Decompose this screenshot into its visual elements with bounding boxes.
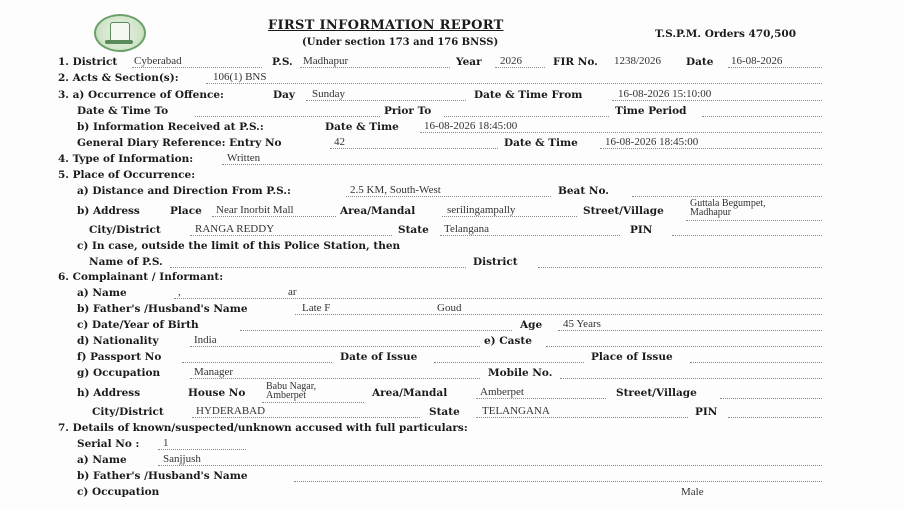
distance-label: a) Distance and Direction From P.S.: [77, 185, 291, 197]
place-occurrence-label: 5. Place of Occurrence: [58, 169, 196, 181]
outside-limit-label: c) In case, outside the limit of this Police Station, then [77, 240, 401, 252]
year-value: 2026 [500, 55, 522, 67]
street-village-value-2: Madhapur [690, 207, 732, 218]
comp-state-label: State [429, 406, 460, 418]
serial-label: Serial No : [77, 438, 140, 450]
occurrence-label: 3. a) Occurrence of Offence: [58, 89, 224, 101]
fir-label: FIR No. [553, 56, 598, 68]
info-received-dt-value: 16-08-2026 18:45:00 [424, 120, 518, 132]
state-value: Telangana [444, 223, 490, 235]
year-label: Year [456, 56, 482, 68]
house-no-value-2: Amberpet [266, 390, 306, 401]
report-subtitle: (Under section 173 and 176 BNSS) [302, 37, 499, 48]
comp-father-label: b) Father's /Husband's Name [77, 303, 248, 315]
city-district-label: City/District [89, 224, 161, 236]
beat-label: Beat No. [558, 185, 609, 197]
fir-value: 1238/2026 [614, 55, 662, 67]
accused-name-value: Sanjjush [163, 453, 201, 465]
comp-city-district-label: City/District [92, 406, 164, 418]
accused-name-label: a) Name [77, 454, 127, 466]
district-2-label: District [473, 256, 518, 268]
comp-street-village-label: Street/Village [616, 387, 697, 399]
area-mandal-value: serilingampally [447, 204, 516, 216]
comp-name-value-1: , [178, 286, 181, 298]
state-label: State [398, 224, 429, 236]
state-emblem-icon [94, 14, 146, 52]
comp-pin-label: PIN [695, 406, 718, 418]
day-label: Day [273, 89, 296, 101]
serial-value: 1 [163, 437, 169, 449]
comp-area-mandal-value: Amberpet [480, 386, 524, 398]
dob-label: c) Date/Year of Birth [77, 319, 199, 331]
type-info-value: Written [227, 152, 261, 164]
accused-sex-value: Male [681, 486, 704, 498]
caste-label: e) Caste [484, 335, 532, 347]
gd-dt-label: Date & Time [504, 137, 578, 149]
gd-ref-label: General Diary Reference: Entry No [77, 137, 282, 149]
comp-father-value-1: Late F [302, 302, 331, 314]
date-time-from-value: 16-08-2026 15:10:00 [618, 88, 712, 100]
report-title: FIRST INFORMATION REPORT [268, 18, 504, 33]
city-district-value: RANGA REDDY [195, 223, 275, 235]
comp-area-mandal-label: Area/Mandal [372, 387, 448, 399]
house-no-label: House No [188, 387, 246, 399]
age-label: Age [520, 319, 543, 331]
distance-value: 2.5 KM, South-West [350, 184, 441, 196]
passport-label: f) Passport No [77, 351, 162, 363]
date-label: Date [686, 56, 714, 68]
comp-name-label: a) Name [77, 287, 127, 299]
age-value: 45 Years [563, 318, 601, 330]
gd-dt-value: 16-08-2026 18:45:00 [605, 136, 699, 148]
house-no-value-1: Babu Nagar, [266, 381, 317, 392]
district-label: 1. District [58, 56, 118, 68]
district-value: Cyberabad [134, 55, 182, 67]
name-ps-label: Name of P.S. [89, 256, 163, 268]
type-info-label: 4. Type of Information: [58, 153, 194, 165]
comp-state-value: TELANGANA [482, 405, 550, 417]
date-time-from-label: Date & Time From [474, 89, 583, 101]
occupation-value: Manager [194, 366, 234, 378]
orders-ref: T.S.P.M. Orders 470,500 [655, 28, 797, 40]
street-village-value-1: Guttala Begumpet, [690, 198, 766, 209]
date-time-to-label: Date & Time To [77, 105, 169, 117]
nationality-value: India [194, 334, 217, 346]
nationality-label: d) Nationality [77, 335, 159, 347]
info-received-dt-label: Date & Time [325, 121, 399, 133]
date-value: 16-08-2026 [731, 55, 783, 67]
ps-value: Madhapur [303, 55, 349, 67]
place-label: Place [170, 205, 202, 217]
day-value: Sunday [312, 88, 345, 100]
info-received-label: b) Information Received at P.S.: [77, 121, 264, 133]
accused-details-label: 7. Details of known/suspected/unknown accused with full particulars: [58, 422, 468, 434]
address-label: b) Address [77, 205, 140, 217]
comp-father-value-2: Goud [437, 302, 462, 314]
ps-label: P.S. [272, 56, 293, 68]
area-mandal-label: Area/Mandal [340, 205, 416, 217]
acts-label: 2. Acts & Section(s): [58, 72, 179, 84]
time-period-label: Time Period [615, 105, 687, 117]
complainant-label: 6. Complainant / Informant: [58, 271, 224, 283]
place-value: Near Inorbit Mall [216, 204, 294, 216]
accused-father-label: b) Father's /Husband's Name [77, 470, 248, 482]
prior-to-label: Prior To [384, 105, 432, 117]
date-of-issue-label: Date of Issue [340, 351, 418, 363]
occupation-label: g) Occupation [77, 367, 161, 379]
place-of-issue-label: Place of Issue [591, 351, 673, 363]
gd-entry-value: 42 [334, 136, 345, 148]
comp-address-label: h) Address [77, 387, 141, 399]
accused-occupation-label: c) Occupation [77, 486, 160, 498]
acts-value: 106(1) BNS [213, 71, 267, 83]
pin-label: PIN [630, 224, 653, 236]
mobile-label: Mobile No. [488, 367, 553, 379]
comp-name-value-2: ar [288, 286, 297, 298]
comp-city-district-value: HYDERABAD [196, 405, 266, 417]
street-village-label: Street/Village [583, 205, 664, 217]
